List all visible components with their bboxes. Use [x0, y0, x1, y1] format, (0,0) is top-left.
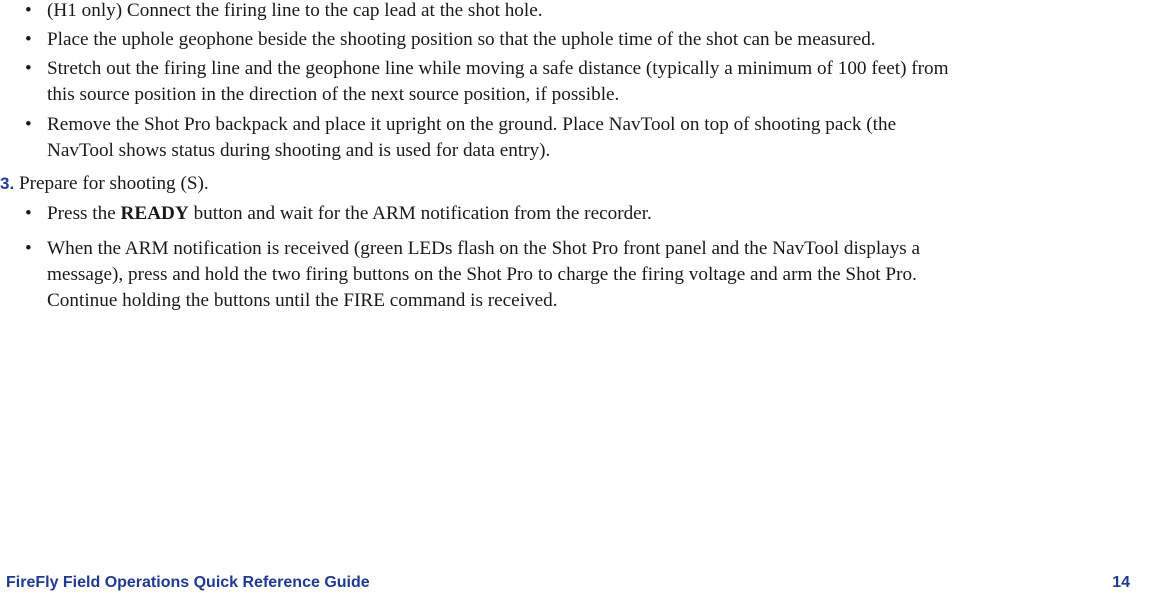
bullet-marker: •	[25, 0, 32, 21]
list-item-text: (H1 only) Connect the firing line to the cap lead at the shot hole.	[47, 0, 543, 21]
footer-title: FireFly Field Operations Quick Reference Guide	[6, 574, 370, 591]
list-item-text	[47, 56, 1150, 108]
list-item	[0, 56, 1150, 108]
list-item-line: Stretch out the firing line and the geophone line while moving a safe distance (typically a minimum of 100 feet) from	[47, 58, 949, 79]
bullet-marker: •	[25, 114, 32, 135]
bullet-marker: •	[25, 58, 32, 79]
list-item-line: Continue holding the buttons until the FIRE command is received.	[47, 290, 558, 311]
list-item-line: When the ARM notification is received (green LEDs flash on the Shot Pro front panel and the NavTool displays a	[47, 238, 921, 259]
page-footer	[6, 574, 1130, 592]
list-item	[0, 27, 1150, 53]
bullet-marker: •	[25, 238, 32, 259]
page-number: 14	[1112, 574, 1130, 591]
text-suffix: button and wait for the ARM notification from the recorder.	[188, 203, 652, 224]
list-item-text: Place the uphole geophone beside the shooting position so that the uphole time of the shot can be measured.	[47, 29, 876, 50]
list-item	[0, 201, 1150, 227]
bullet-marker: •	[25, 29, 32, 50]
list-item-line: this source position in the direction of the next source position, if possible.	[47, 84, 620, 105]
step-text: Prepare for shooting (S).	[18, 173, 209, 194]
list-item-text	[47, 112, 1150, 164]
list-item-line: message), press and hold the two firing buttons on the Shot Pro to charge the firing voltage and arm the Shot Pro.	[47, 264, 917, 285]
list-item-line: NavTool shows status during shooting and is used for data entry).	[47, 140, 551, 161]
bullet-marker: •	[25, 203, 32, 224]
list-item-text	[47, 236, 1150, 314]
list-item-text	[47, 201, 1150, 227]
text-prefix: Press the	[47, 203, 121, 224]
ready-button-label: READY	[120, 203, 189, 224]
list-item	[0, 112, 1150, 164]
list-item-line: Remove the Shot Pro backpack and place it upright on the ground. Place NavTool on top of shooting pack (the	[47, 114, 897, 135]
step-number: 3.	[0, 174, 15, 193]
list-item	[0, 236, 1150, 314]
list-item	[0, 0, 1150, 24]
step-heading	[0, 171, 209, 197]
